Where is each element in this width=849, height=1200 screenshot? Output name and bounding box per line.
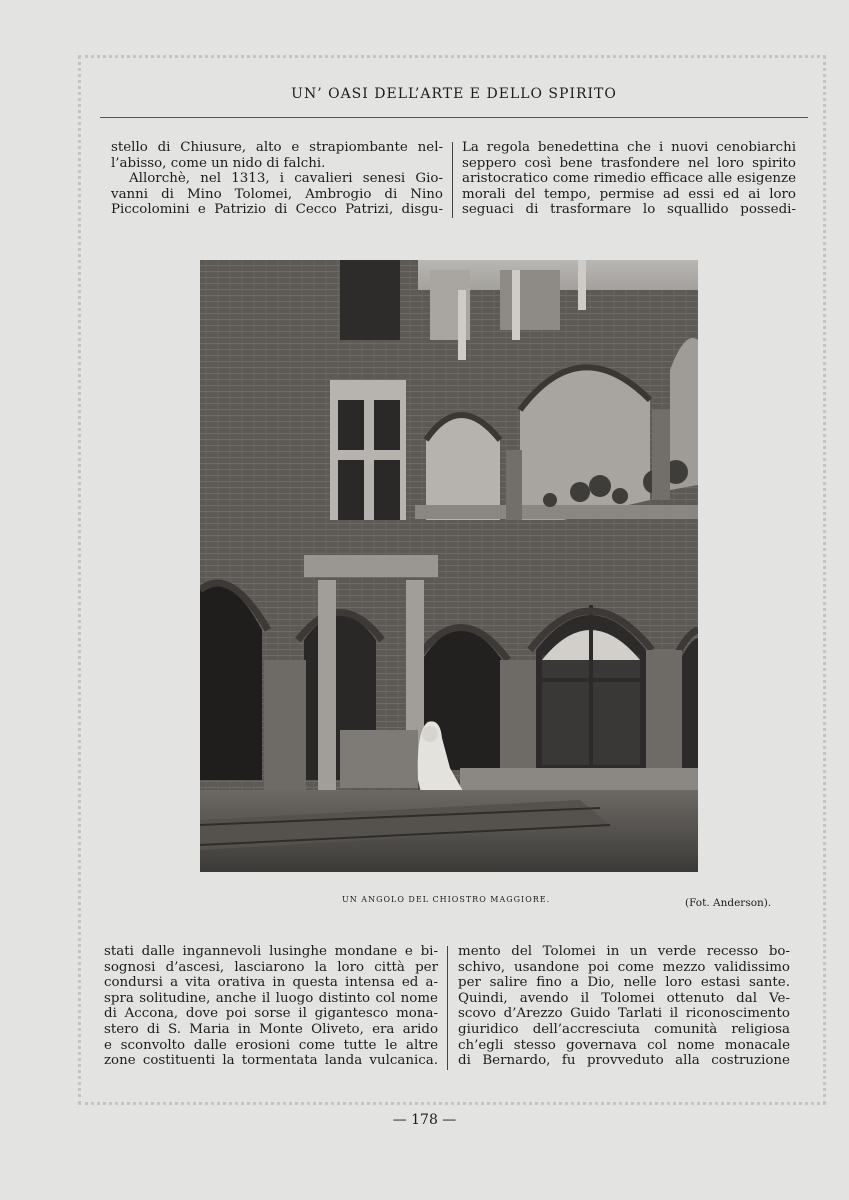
text-line: per salire fino a Dio, nelle loro estasi sante. [458, 975, 790, 991]
text-line: di Bernardo, fu provveduto alla costruzione [458, 1053, 790, 1069]
text-line: aristocratico come rimedio efficace alle esigenze [462, 171, 796, 187]
text-line: stello di Chiusure, alto e strapiombante nel- [111, 140, 443, 155]
text-line: schivo, usandone poi come mezzo validissimo [458, 959, 790, 975]
text-line: vanni di Mino Tolomei, Ambrogio di Nino [111, 186, 443, 202]
text-line: di Accona, dove poi sorse il gigantesco mona- [104, 1006, 438, 1022]
text-line: morali del tempo, permise ad essi ed ai loro [462, 186, 796, 202]
text-line: condursi a vita orativa in questa intensa ed a- [104, 975, 438, 991]
column-divider [452, 142, 453, 218]
text-line: Allorchè, nel 1313, i cavalieri senesi Gio- [129, 171, 443, 187]
text-line: Quindi, avendo il Tolomei ottenuto dal Ve- [458, 990, 790, 1006]
text-line: ch’egli stesso governava col nome monacale [458, 1037, 790, 1053]
cloister-photograph [200, 260, 698, 872]
text-line: sognosi d’ascesi, lasciarono la loro città per [104, 959, 438, 975]
text-line: seguaci di trasformare lo squallido possedi- [462, 202, 796, 218]
page-number: — 178 — [392, 1112, 457, 1128]
text-line: stero di S. Maria in Monte Oliveto, era arido [104, 1021, 438, 1037]
text-line: mento del Tolomei in un verde recesso bo- [458, 944, 790, 959]
text-line: scovo d’Arezzo Guido Tarlati il riconoscimento [458, 1006, 790, 1022]
bottom-right-column [458, 944, 790, 1069]
bottom-left-column [104, 944, 438, 1069]
text-line: e sconvolto dalle erosioni come tutte le altre [104, 1037, 438, 1053]
text-line: l’abisso, come un nido di falchi. [111, 155, 326, 171]
photo-caption: UN ANGOLO DEL CHIOSTRO MAGGIORE. [342, 895, 551, 904]
text-line: zone costituenti la tormentata landa vulcanica. [104, 1053, 438, 1069]
text-line: La regola benedettina che i nuovi cenobiarchi [462, 140, 796, 155]
running-header: UN’ OASI DELL’ARTE E DELLO SPIRITO [291, 86, 617, 102]
cloister-illustration [200, 260, 698, 872]
text-line: spra solitudine, anche il luogo distinto col nome [104, 990, 438, 1006]
header-rule [100, 117, 808, 118]
text-line: Piccolomini e Patrizio di Cecco Patrizi, disgu- [111, 202, 443, 218]
text-line: seppero così bene trasfondere nel loro spirito [462, 155, 796, 171]
text-line: giuridico dell’accresciuta comunità religiosa [458, 1021, 790, 1037]
photo-credit: (Fot. Anderson). [685, 897, 772, 909]
top-right-column [462, 140, 796, 218]
text-line: stati dalle ingannevoli lusinghe mondane e bi- [104, 944, 438, 959]
top-left-column [111, 140, 443, 218]
column-divider [447, 946, 448, 1070]
